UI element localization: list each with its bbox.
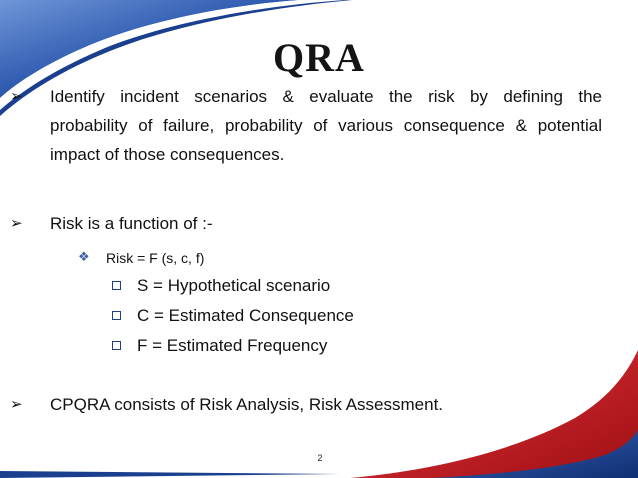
arrow-bullet-icon: ➢ (10, 88, 23, 105)
bullet-identify-line-1: Identify incident scenarios & evaluate the risk by defining the (50, 87, 602, 106)
square-bullet-icon (112, 311, 121, 320)
arrow-bullet-icon: ➢ (10, 396, 23, 413)
risk-formula-text: Risk = F (s, c, f) (106, 250, 205, 266)
list-item-consequence (112, 306, 354, 326)
bullet-risk-function (10, 209, 602, 238)
bullet-identify-line-3: impact of those consequences. (50, 145, 285, 164)
list-item-consequence-text: C = Estimated Consequence (137, 306, 354, 325)
bullet-cpqra-text: CPQRA consists of Risk Analysis, Risk Assessment. (50, 395, 444, 414)
sub-bullet-risk-formula (78, 250, 204, 266)
list-item-frequency-text: F = Estimated Frequency (137, 336, 328, 355)
diamond-bullet-icon: ❖ (78, 249, 90, 264)
list-item-frequency (112, 336, 327, 356)
bullet-identify (10, 82, 602, 169)
square-bullet-icon (112, 341, 121, 350)
bullet-cpqra (10, 390, 602, 419)
square-bullet-icon (112, 281, 121, 290)
page-number: 2 (317, 453, 323, 463)
bottom-left-blue-line (0, 471, 340, 478)
list-item-scenario (112, 276, 330, 296)
bullet-identify-text (50, 82, 602, 169)
bullet-risk-function-text: Risk is a function of :- (50, 214, 213, 233)
bullet-identify-line-2: probability of failure, probability of various consequence & potential (50, 116, 602, 135)
arrow-bullet-icon: ➢ (10, 215, 23, 232)
slide-title: QRA (273, 35, 365, 80)
list-item-scenario-text: S = Hypothetical scenario (137, 276, 331, 295)
